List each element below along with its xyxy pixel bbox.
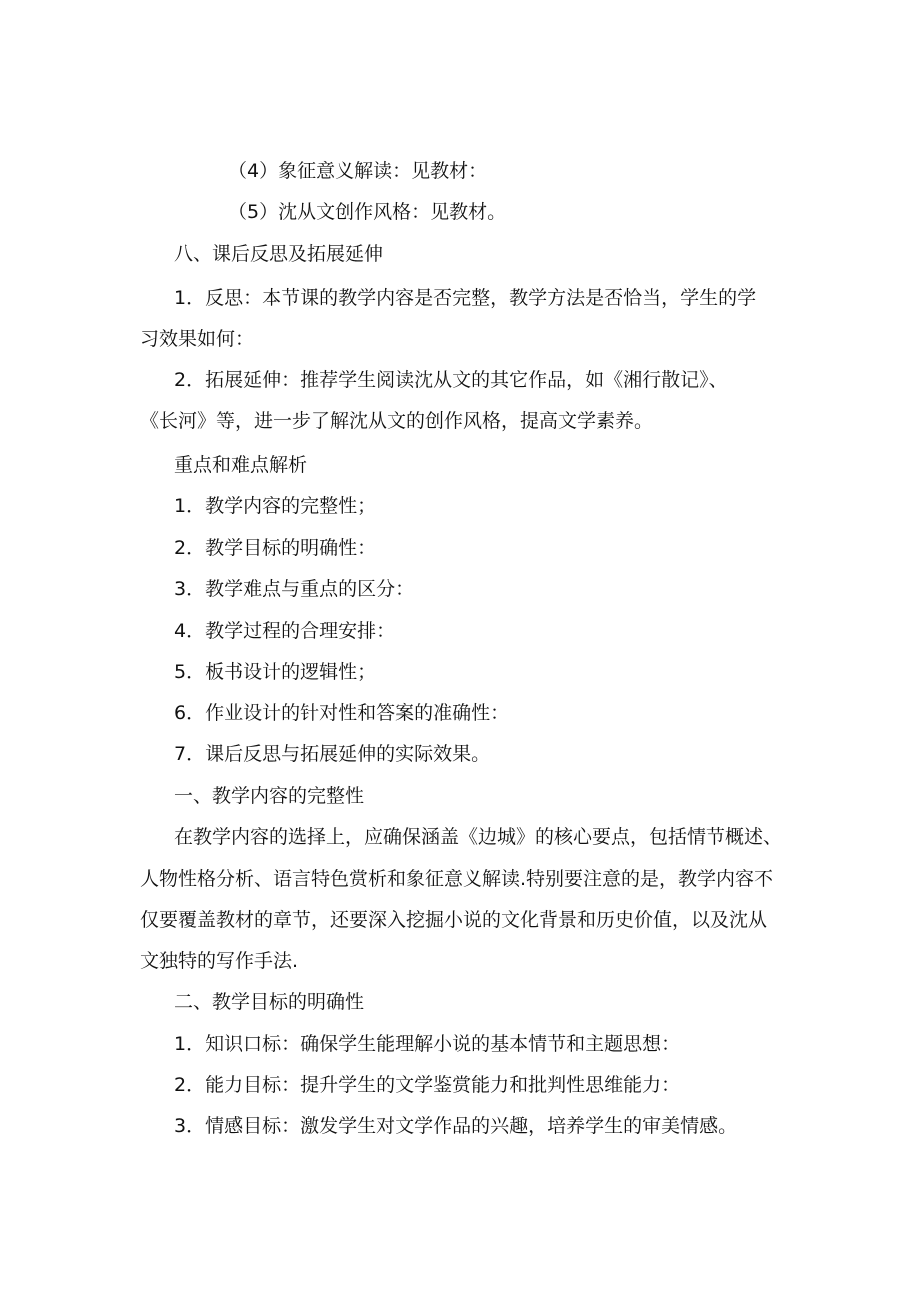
symbol-meaning-item: （4）象征意义解读：见教材： xyxy=(228,160,488,182)
key-point-item-6: 6．作业设计的针对性和答案的准确性： xyxy=(174,702,510,724)
key-point-item-4: 4．教学过程的合理安排： xyxy=(174,620,396,642)
key-points-heading: 重点和难点解析 xyxy=(174,454,308,476)
paragraph-line-4: 文独特的写作手法. xyxy=(140,950,299,972)
extension-item: 2．拓展延伸：推荐学生阅读沈从文的其它作品，如《湘行散记》、 xyxy=(174,369,728,391)
extension-item-continued: 《长河》等，进一步了解沈从文的创作风格，提高文学素养。 xyxy=(140,410,654,432)
key-point-item-1: 1．教学内容的完整性； xyxy=(174,495,377,517)
goal-item-2: 2．能力目标：提升学生的文学鉴赏能力和批判性思维能力： xyxy=(174,1074,681,1096)
section-heading-one: 一、教学内容的完整性 xyxy=(174,785,365,807)
key-point-item-2: 2．教学目标的明确性： xyxy=(174,537,377,559)
goal-item-1: 1．知识口标：确保学生能理解小说的基本情节和主题思想： xyxy=(174,1033,681,1055)
goal-item-3: 3．情感目标：激发学生对文学作品的兴趣，培养学生的审美情感。 xyxy=(174,1115,738,1137)
key-point-item-7: 7．课后反思与拓展延伸的实际效果。 xyxy=(174,743,491,765)
paragraph-line-2: 人物性格分析、语言特色赏析和象征意义解读.特别要注意的是，教学内容不 xyxy=(140,868,774,890)
paragraph-line-1: 在教学内容的选择上，应确保涵盖《边城》的核心要点，包括情节概述、 xyxy=(174,826,783,848)
reflection-item-continued: 习效果如何： xyxy=(140,328,255,350)
key-point-item-3: 3．教学难点与重点的区分： xyxy=(174,578,415,600)
paragraph-line-3: 仅要覆盖教材的章节，还要深入挖掘小说的文化背景和历史价值，以及沈从 xyxy=(140,909,768,931)
key-point-item-5: 5．板书设计的逻辑性； xyxy=(174,661,377,683)
section-heading-two: 二、教学目标的明确性 xyxy=(174,991,365,1013)
writing-style-item: （5）沈从文创作风格：见教材。 xyxy=(228,201,507,223)
section-heading-eight: 八、课后反思及拓展延伸 xyxy=(174,243,384,265)
reflection-item: 1．反思：本节课的教学内容是否完整，教学方法是否恰当，学生的学 xyxy=(174,287,757,309)
